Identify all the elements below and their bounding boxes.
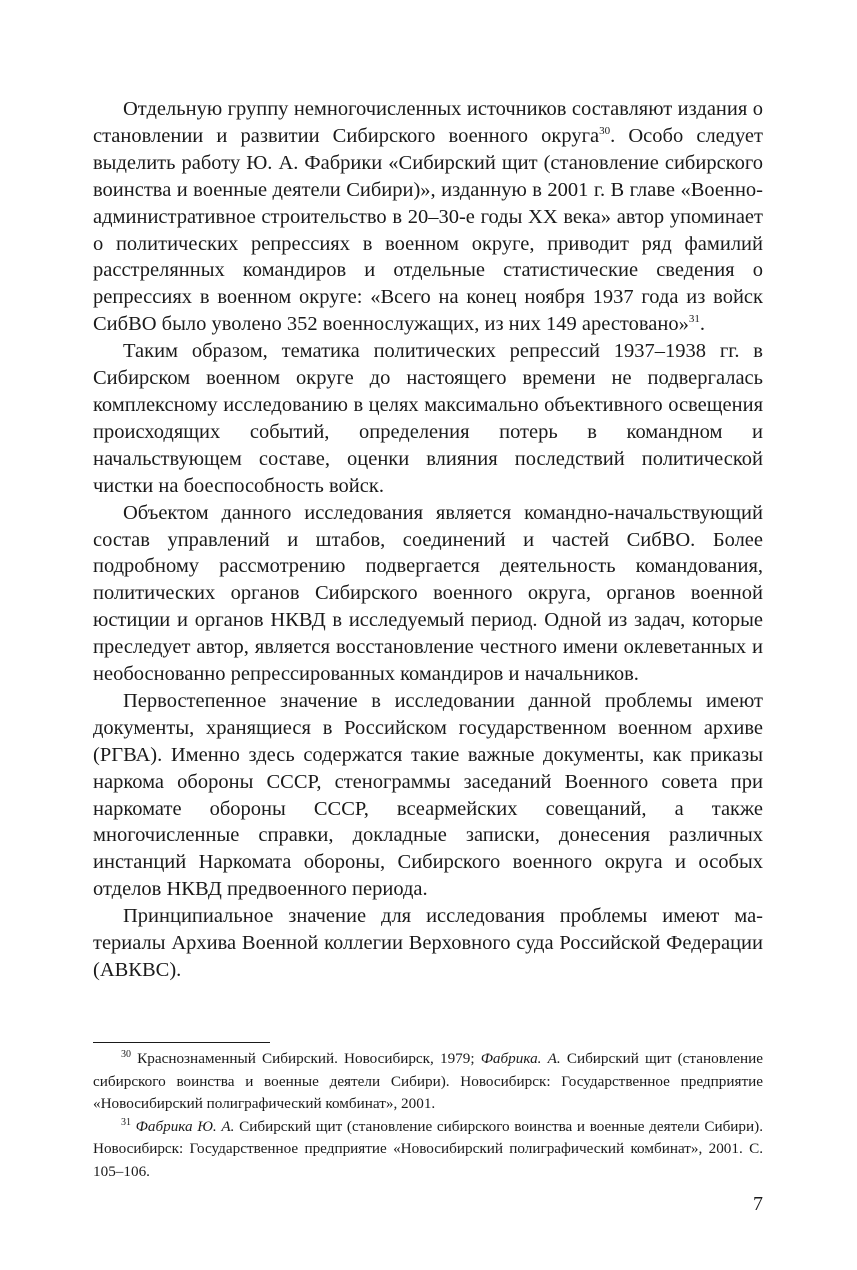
footnotes [93, 1048, 763, 1184]
footnote-text: Сибирский щит (становление сибирского воинства и военные деятели Сибири). Новосибирск: Государственное предприятие «Новосибирский полиграфический комбинат», 2001. [93, 1050, 763, 1113]
footnote-number: 30 [121, 1048, 131, 1060]
footnote-text: Сибирский щит (становление сибирского воинства и военные деятели Сибири). Новосибирск: Государственное предприятие «Новосибирский полиграфический комбинат», 2001. С. 105–106. [93, 1117, 764, 1180]
paragraph: Таким образом, тематика политических репрессий 1937–1938 гг. в Сибирском военном округе до настоящего времени не подвергалась комплексному исследованию в целях максимально объективного освещения происходящих событий, определения потерь в командном и начальствующем составе, оценки влияния последствий политической чистки на боеспособность войск. [93, 340, 763, 497]
paragraph-text: . [699, 313, 705, 336]
paragraph-text: Отдельную группу немногочисленных источников составляют издания о становлении и развитии Сибирского военного округа [93, 98, 763, 147]
paragraph: Первостепенное значение в исследовании данной проблемы имеют документы, хранящиеся в Российском государственном военном архиве (РГВА). Именно здесь содержатся такие важные документы, как приказы наркома обороны СССР, стенограммы заседаний Военного совета при наркомате обороны СССР, всеармейских совещаний, а также многочисленные справки, докладные записки, донесения различных инстанций Наркомата обороны, Сибирского военного округа и особых отделов НКВД предвоенного периода. [93, 689, 763, 901]
paragraph: Объектом данного исследования является командно-начальствующий состав управлений и штабов, соединений и частей СибВО. Более подробному рассмотрению подвергается деятельность командования, политических органов Сибирского военного округа, органов военной юстиции и органов НКВД в исследуемый период. Одной из задач, которые преследует автор, является восстановление честного имени оклеветанных и необоснованно репрессированных командиров и начальников. [93, 501, 763, 686]
footnote-lead: Краснознаменный Сибирский. Новосибирск, 1979; [131, 1050, 481, 1067]
page-number: 7 [753, 1193, 763, 1215]
paragraph: Принципиальное значение для исследования проблемы имеют материалы Архива Военной коллегии Верховного суда Российской Федерации (АВКВС). [93, 905, 763, 981]
main-text [93, 96, 763, 984]
footnote-separator [93, 1042, 270, 1043]
paragraph-text: . Особо следует выделить работу Ю. А. Фабрики «Сибирский щит (становление сибирского воинства и военные деятели Сибири)», изданную в 2001 г. В главе «Военно-административное строительство в 20–30-е годы XX века» автор упоминает о политических репрессиях в военном округе, приводит ряд фамилий расстрелянных командиров и отдельные статистические сведения о репрессиях в военном округе: «Всего на конец ноября 1937 года из войск СибВО было уволено 352 военнослужащих, из них 149 арестовано» [93, 124, 763, 336]
footnote-author: Фабрика Ю. А. [135, 1117, 235, 1135]
footnote-31 [93, 1116, 763, 1184]
footnote-ref-30: 30 [599, 125, 611, 138]
footnote-number: 31 [121, 1116, 131, 1128]
footnote-ref-31: 31 [688, 313, 700, 326]
footnote-30 [93, 1048, 763, 1116]
footnote-author: Фабрика. А. [480, 1050, 561, 1067]
paragraph [93, 96, 763, 338]
